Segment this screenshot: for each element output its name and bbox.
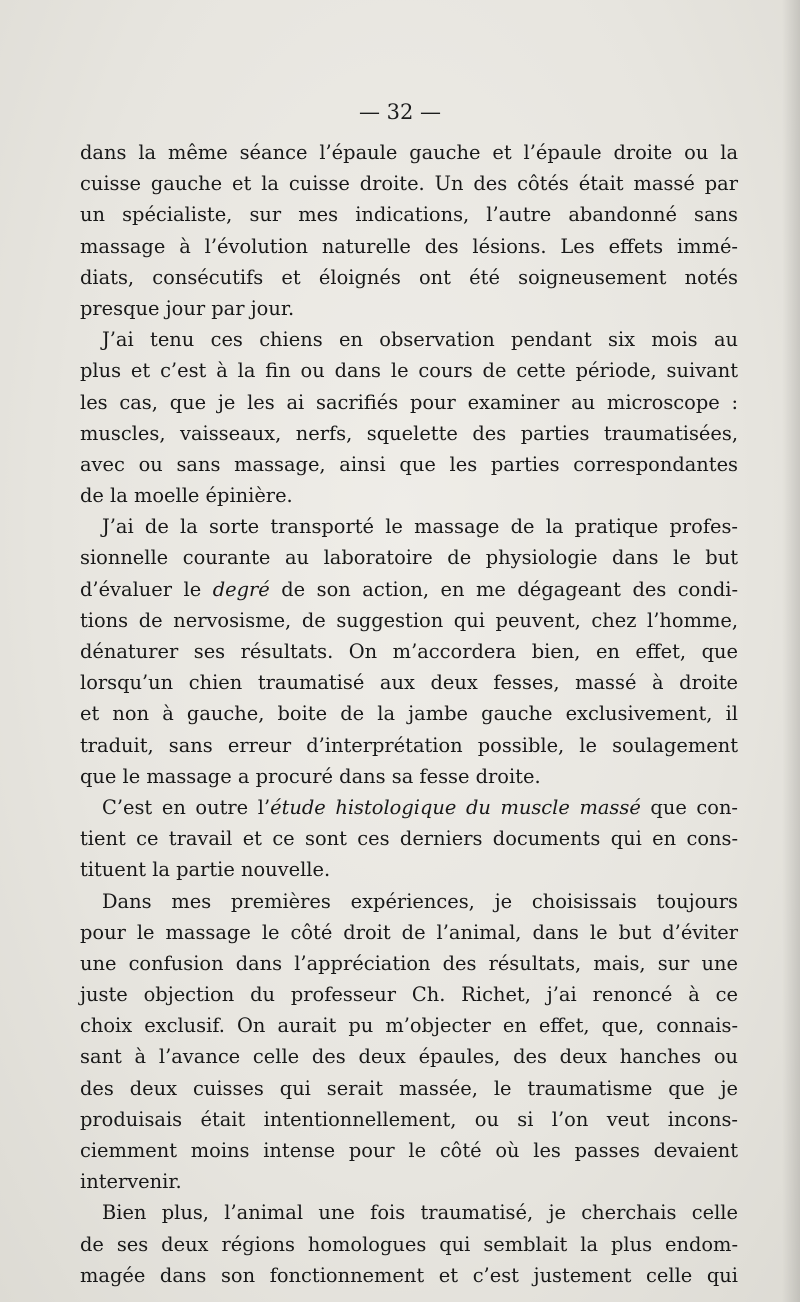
text-line: juste objection du professeur Ch. Richet, j’ai renoncé à ce: [80, 983, 738, 1007]
text-line: les cas, que je les ai sacrifiés pour examiner au microscope :: [80, 390, 738, 414]
text-line: Dans mes premières expériences, je choisissais toujours: [102, 889, 738, 913]
text-line: intervenir.: [80, 1170, 182, 1194]
text-line: magée dans son fonctionnement et c’est justement celle qui: [80, 1263, 738, 1287]
text-line: presque jour par jour.: [80, 296, 295, 320]
text-line: et non à gauche, boite de la jambe gauche exclusivement, il: [80, 702, 738, 726]
text-line: tient ce travail et ce sont ces derniers documents qui en cons-: [80, 827, 738, 851]
text-line: J’ai de la sorte transporté le massage de la pratique profes-: [102, 515, 738, 539]
text-line: sant à l’avance celle des deux épaules, des deux hanches ou: [80, 1045, 738, 1069]
text-line: traduit, sans erreur d’interprétation possible, le soulagement: [80, 733, 738, 757]
text-line: que le massage a procuré dans sa fesse droite.: [80, 764, 541, 788]
text-line: dénaturer ses résultats. On m’accordera bien, en effet, que: [80, 640, 738, 663]
text-line: sionnelle courante au laboratoire de physiologie dans le but: [80, 546, 738, 570]
text-line: avec ou sans massage, ainsi que les parties correspondantes: [80, 452, 738, 476]
text-line: muscles, vaisseaux, nerfs, squelette des parties traumatisées,: [80, 421, 738, 445]
text-line: un spécialiste, sur mes indications, l’autre abandonné sans: [80, 203, 738, 227]
text-line: plus et c’est à la fin ou dans le cours de cette période, suivant: [80, 359, 738, 383]
text-line: de la moelle épinière.: [80, 484, 293, 508]
text-line: tituent la partie nouvelle.: [80, 858, 331, 882]
text-line: J’ai tenu ces chiens en observation pendant six mois au: [102, 328, 738, 352]
text-line: pour le massage le côté droit de l’animal, dans le but d’éviter: [80, 920, 738, 944]
text-line: dans la même séance l’épaule gauche et l’épaule droite ou la: [80, 141, 738, 164]
text-line: massage à l’évolution naturelle des lésions. Les effets immé-: [80, 234, 738, 258]
text-line: des deux cuisses qui serait massée, le traumatisme que je: [80, 1076, 738, 1100]
page-edge-shadow: [782, 0, 800, 1302]
text-line-with-italic: C’est en outre l’étude histologique du muscle massé que con-: [102, 795, 738, 819]
page-number: — 32 —: [358, 100, 442, 124]
text-line-with-italic: d’évaluer le degré de son action, en me dégageant des condi-: [80, 577, 738, 601]
text-line: ciemment moins intense pour le côté où les passes devaient: [80, 1139, 738, 1162]
italic-phrase: étude histologique du muscle massé: [270, 795, 641, 819]
text-line: produisais était intentionnellement, ou si l’on veut incons-: [80, 1107, 738, 1131]
text-line: diats, consécutifs et éloignés ont été soigneusement notés: [80, 265, 738, 289]
text-line: de ses deux régions homologues qui semblait la plus endom-: [80, 1232, 738, 1256]
text-line: une confusion dans l’appréciation des résultats, mais, sur une: [80, 951, 738, 975]
text-line: cuisse gauche et la cuisse droite. Un des côtés était massé par: [80, 172, 738, 196]
body-text: [80, 137, 738, 1291]
text-line: Bien plus, l’animal une fois traumatisé, je cherchais celle: [102, 1201, 738, 1225]
text-line: choix exclusif. On aurait pu m’objecter en effet, que, connais-: [80, 1014, 738, 1038]
text-line: lorsqu’un chien traumatisé aux deux fesses, massé à droite: [80, 671, 738, 695]
italic-phrase: degré: [212, 577, 270, 601]
text-line: tions de nervosisme, de suggestion qui peuvent, chez l’homme,: [80, 608, 738, 632]
